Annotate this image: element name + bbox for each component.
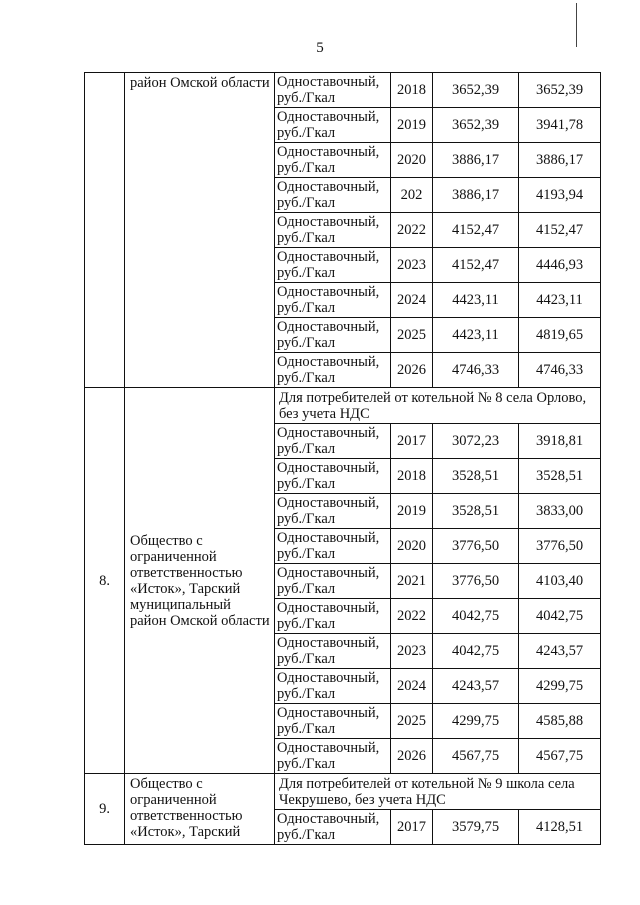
tariff-value-second-half: 4567,75 bbox=[519, 739, 601, 774]
tariff-value-first-half: 4042,75 bbox=[433, 634, 519, 669]
organization-name: район Омской области bbox=[125, 73, 275, 388]
tariff-unit: руб./Гкал bbox=[277, 756, 336, 772]
tariff-unit: руб./Гкал bbox=[277, 476, 336, 492]
tariff-kind-line1: Одноставочный, bbox=[277, 249, 380, 265]
tariff-kind bbox=[275, 143, 391, 178]
tariff-value-second-half: 3918,81 bbox=[519, 424, 601, 459]
tariff-year: 2026 bbox=[391, 353, 433, 388]
tariff-year: 2023 bbox=[391, 634, 433, 669]
tariff-value-first-half: 3776,50 bbox=[433, 564, 519, 599]
tariff-table bbox=[84, 72, 601, 845]
tariff-kind-line1: Одноставочный, bbox=[277, 354, 380, 370]
tariff-kind-line1: Одноставочный, bbox=[277, 811, 380, 827]
tariff-unit: руб./Гкал bbox=[277, 721, 336, 737]
tariff-unit: руб./Гкал bbox=[277, 546, 336, 562]
organization-name: Общество с ограниченной ответственностью «Исток», Тарский муниципальный район Омской области bbox=[125, 388, 275, 774]
tariff-value-first-half: 3528,51 bbox=[433, 494, 519, 529]
tariff-value-first-half: 3776,50 bbox=[433, 529, 519, 564]
tariff-kind-line1: Одноставочный, bbox=[277, 109, 380, 125]
tariff-value-first-half: 4152,47 bbox=[433, 213, 519, 248]
tariff-value-second-half: 4152,47 bbox=[519, 213, 601, 248]
tariff-value-first-half: 4243,57 bbox=[433, 669, 519, 704]
tariff-kind bbox=[275, 73, 391, 108]
tariff-kind-line1: Одноставочный, bbox=[277, 214, 380, 230]
tariff-kind bbox=[275, 178, 391, 213]
tariff-value-second-half: 4446,93 bbox=[519, 248, 601, 283]
tariff-kind-line1: Одноставочный, bbox=[277, 74, 380, 90]
row-index bbox=[85, 73, 125, 388]
block-header-row bbox=[85, 388, 601, 424]
tariff-year: 2022 bbox=[391, 599, 433, 634]
tariff-kind bbox=[275, 459, 391, 494]
tariff-value-second-half: 3652,39 bbox=[519, 73, 601, 108]
tariff-kind bbox=[275, 810, 391, 845]
tariff-value-first-half: 4746,33 bbox=[433, 353, 519, 388]
tariff-year: 2021 bbox=[391, 564, 433, 599]
tariff-unit: руб./Гкал bbox=[277, 90, 336, 106]
tariff-year: 2022 bbox=[391, 213, 433, 248]
boiler-header: Для потребителей от котельной № 9 школа села Чекрушево, без учета НДС bbox=[275, 774, 601, 810]
row-index: 9. bbox=[85, 774, 125, 845]
tariff-year: 2019 bbox=[391, 494, 433, 529]
tariff-kind-line1: Одноставочный, bbox=[277, 530, 380, 546]
tariff-kind bbox=[275, 529, 391, 564]
tariff-kind bbox=[275, 564, 391, 599]
tariff-year: 2026 bbox=[391, 739, 433, 774]
tariff-kind bbox=[275, 248, 391, 283]
tariff-value-second-half: 4243,57 bbox=[519, 634, 601, 669]
tariff-value-first-half: 3528,51 bbox=[433, 459, 519, 494]
row-index: 8. bbox=[85, 388, 125, 774]
tariff-kind-line1: Одноставочный, bbox=[277, 740, 380, 756]
tariff-value-first-half: 3652,39 bbox=[433, 108, 519, 143]
tariff-year: 2019 bbox=[391, 108, 433, 143]
tariff-year: 2017 bbox=[391, 424, 433, 459]
tariff-value-second-half: 4128,51 bbox=[519, 810, 601, 845]
tariff-kind bbox=[275, 318, 391, 353]
tariff-year: 2025 bbox=[391, 704, 433, 739]
tariff-value-first-half: 3579,75 bbox=[433, 810, 519, 845]
tariff-kind bbox=[275, 283, 391, 318]
tariff-value-first-half: 3072,23 bbox=[433, 424, 519, 459]
tariff-unit: руб./Гкал bbox=[277, 300, 336, 316]
tariff-value-first-half: 4567,75 bbox=[433, 739, 519, 774]
tariff-year: 2023 bbox=[391, 248, 433, 283]
tariff-kind-line1: Одноставочный, bbox=[277, 179, 380, 195]
tariff-value-first-half: 4042,75 bbox=[433, 599, 519, 634]
tariff-value-first-half: 4423,11 bbox=[433, 318, 519, 353]
tariff-unit: руб./Гкал bbox=[277, 160, 336, 176]
tariff-value-second-half: 4819,65 bbox=[519, 318, 601, 353]
tariff-kind-line1: Одноставочный, bbox=[277, 600, 380, 616]
tariff-year: 2018 bbox=[391, 73, 433, 108]
tariff-value-second-half: 4746,33 bbox=[519, 353, 601, 388]
tariff-unit: руб./Гкал bbox=[277, 581, 336, 597]
tariff-unit: руб./Гкал bbox=[277, 125, 336, 141]
tariff-year: 2020 bbox=[391, 143, 433, 178]
tariff-value-first-half: 3886,17 bbox=[433, 143, 519, 178]
tariff-kind-line1: Одноставочный, bbox=[277, 284, 380, 300]
tariff-value-second-half: 4193,94 bbox=[519, 178, 601, 213]
tariff-value-first-half: 3886,17 bbox=[433, 178, 519, 213]
tariff-kind bbox=[275, 353, 391, 388]
tariff-year: 2020 bbox=[391, 529, 433, 564]
tariff-value-first-half: 4152,47 bbox=[433, 248, 519, 283]
tariff-unit: руб./Гкал bbox=[277, 827, 336, 843]
tariff-unit: руб./Гкал bbox=[277, 651, 336, 667]
tariff-unit: руб./Гкал bbox=[277, 335, 336, 351]
tariff-value-second-half: 4103,40 bbox=[519, 564, 601, 599]
tariff-kind-line1: Одноставочный, bbox=[277, 670, 380, 686]
tariff-year: 2025 bbox=[391, 318, 433, 353]
tariff-kind-line1: Одноставочный, bbox=[277, 495, 380, 511]
tariff-kind-line1: Одноставочный, bbox=[277, 565, 380, 581]
tariff-kind-line1: Одноставочный, bbox=[277, 705, 380, 721]
tariff-value-second-half: 4585,88 bbox=[519, 704, 601, 739]
tariff-kind-line1: Одноставочный, bbox=[277, 144, 380, 160]
tariff-value-second-half: 3941,78 bbox=[519, 108, 601, 143]
tariff-year: 2017 bbox=[391, 810, 433, 845]
tariff-kind bbox=[275, 634, 391, 669]
block-header-row bbox=[85, 774, 601, 810]
boiler-header: Для потребителей от котельной № 8 села Орлово, без учета НДС bbox=[275, 388, 601, 424]
tariff-unit: руб./Гкал bbox=[277, 195, 336, 211]
tariff-value-second-half: 3776,50 bbox=[519, 529, 601, 564]
tariff-value-second-half: 3528,51 bbox=[519, 459, 601, 494]
tariff-kind-line1: Одноставочный, bbox=[277, 319, 380, 335]
tariff-kind bbox=[275, 704, 391, 739]
tariff-value-second-half: 3886,17 bbox=[519, 143, 601, 178]
organization-name: Общество с ограниченной ответственностью «Исток», Тарский bbox=[125, 774, 275, 845]
tariff-unit: руб./Гкал bbox=[277, 370, 336, 386]
tariff-unit: руб./Гкал bbox=[277, 616, 336, 632]
tariff-row bbox=[85, 73, 601, 108]
tariff-kind bbox=[275, 669, 391, 704]
tariff-unit: руб./Гкал bbox=[277, 230, 336, 246]
tariff-kind bbox=[275, 599, 391, 634]
tariff-value-second-half: 4299,75 bbox=[519, 669, 601, 704]
tariff-kind bbox=[275, 494, 391, 529]
tariff-unit: руб./Гкал bbox=[277, 441, 336, 457]
tariff-value-second-half: 4423,11 bbox=[519, 283, 601, 318]
tariff-value-second-half: 3833,00 bbox=[519, 494, 601, 529]
tariff-kind bbox=[275, 424, 391, 459]
tariff-year: 2024 bbox=[391, 669, 433, 704]
tariff-value-first-half: 3652,39 bbox=[433, 73, 519, 108]
tariff-kind-line1: Одноставочный, bbox=[277, 635, 380, 651]
tariff-year: 202 bbox=[391, 178, 433, 213]
tariff-unit: руб./Гкал bbox=[277, 265, 336, 281]
tariff-year: 2018 bbox=[391, 459, 433, 494]
tariff-unit: руб./Гкал bbox=[277, 511, 336, 527]
tariff-kind-line1: Одноставочный, bbox=[277, 460, 380, 476]
tariff-value-second-half: 4042,75 bbox=[519, 599, 601, 634]
tariff-unit: руб./Гкал bbox=[277, 686, 336, 702]
tariff-year: 2024 bbox=[391, 283, 433, 318]
tariff-kind-line1: Одноставочный, bbox=[277, 425, 380, 441]
tariff-kind bbox=[275, 213, 391, 248]
tariff-kind bbox=[275, 739, 391, 774]
tariff-kind bbox=[275, 108, 391, 143]
tariff-value-first-half: 4423,11 bbox=[433, 283, 519, 318]
page-number: 5 bbox=[316, 40, 324, 56]
tariff-value-first-half: 4299,75 bbox=[433, 704, 519, 739]
